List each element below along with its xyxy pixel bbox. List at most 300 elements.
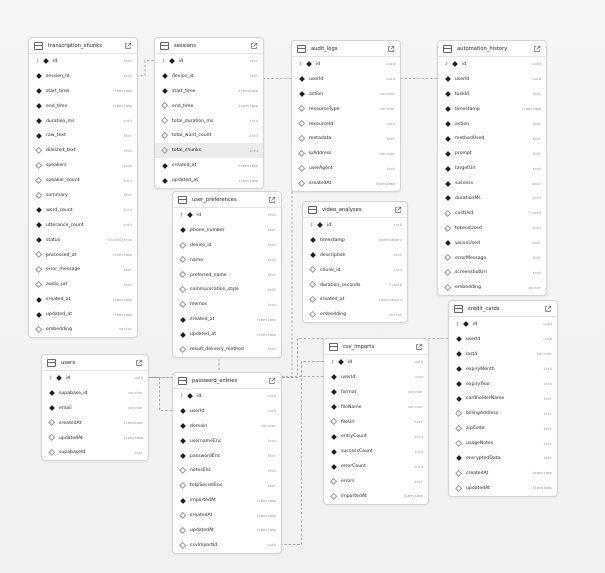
column-row[interactable] bbox=[173, 508, 281, 523]
column-type: timestamp bbox=[112, 253, 132, 258]
column-row[interactable] bbox=[29, 292, 137, 307]
column-name: timestamp bbox=[455, 106, 480, 112]
diamond-icon bbox=[179, 271, 187, 279]
column-name: id bbox=[327, 222, 332, 228]
column-row[interactable] bbox=[324, 459, 428, 474]
required-marker-icon bbox=[443, 152, 452, 156]
column-row[interactable] bbox=[29, 248, 137, 263]
required-marker-icon bbox=[443, 92, 452, 96]
column-name: total_duration_ms bbox=[172, 118, 214, 124]
diamond-icon bbox=[180, 498, 186, 504]
table-card-password-entries[interactable] bbox=[172, 372, 282, 554]
primary-key-icon: ⚷ bbox=[179, 212, 184, 219]
column-row[interactable] bbox=[438, 87, 546, 102]
column-row[interactable] bbox=[449, 436, 557, 451]
column-row[interactable] bbox=[303, 233, 407, 248]
table-card-transcription-chunks[interactable] bbox=[28, 37, 138, 338]
column-row[interactable] bbox=[438, 161, 546, 176]
table-name: users bbox=[61, 359, 76, 366]
table-icon bbox=[329, 343, 338, 351]
column-row[interactable] bbox=[438, 280, 546, 295]
column-row[interactable] bbox=[303, 307, 407, 322]
external-link-icon[interactable] bbox=[124, 42, 132, 50]
column-row[interactable] bbox=[292, 131, 400, 146]
table-card-csv-imports[interactable] bbox=[323, 338, 429, 505]
column-row[interactable] bbox=[155, 99, 263, 114]
column-row[interactable] bbox=[173, 434, 281, 449]
column-row[interactable] bbox=[42, 371, 148, 386]
column-row[interactable] bbox=[292, 57, 400, 72]
column-name: start_time bbox=[172, 88, 196, 94]
column-type: text bbox=[386, 136, 395, 141]
required-marker-icon bbox=[160, 74, 169, 78]
primary-key-icon: ⚷ bbox=[444, 61, 449, 68]
diamond-icon bbox=[309, 281, 317, 289]
column-row[interactable] bbox=[29, 173, 137, 188]
column-type: vector bbox=[119, 327, 132, 332]
column-row[interactable] bbox=[29, 84, 137, 99]
table-header[interactable] bbox=[292, 41, 400, 57]
column-row[interactable] bbox=[438, 236, 546, 251]
diamond-icon bbox=[162, 163, 168, 169]
table-name: automation_history bbox=[457, 45, 508, 52]
column-name: id bbox=[462, 61, 467, 67]
diamond-icon bbox=[444, 254, 452, 262]
nullable-marker-icon bbox=[454, 426, 463, 431]
column-row[interactable] bbox=[155, 54, 263, 69]
column-row[interactable] bbox=[438, 102, 546, 117]
table-name: video_analyses bbox=[322, 206, 362, 213]
diamond-icon bbox=[162, 178, 168, 184]
required-marker-icon bbox=[178, 424, 187, 428]
column-name: successCount bbox=[341, 449, 373, 455]
required-marker-icon bbox=[34, 238, 43, 242]
required-marker-icon bbox=[178, 228, 187, 232]
column-type: timestamp bbox=[532, 471, 552, 476]
column-type: uuid bbox=[414, 360, 423, 365]
column-row[interactable] bbox=[173, 297, 281, 312]
column-name: zipCode bbox=[466, 426, 485, 432]
column-name: format bbox=[341, 389, 357, 395]
external-link-icon[interactable] bbox=[268, 196, 276, 204]
column-row[interactable] bbox=[438, 265, 546, 280]
column-row[interactable] bbox=[292, 102, 400, 117]
column-row[interactable] bbox=[438, 131, 546, 146]
column-name: created_at bbox=[46, 297, 71, 303]
diamond-icon bbox=[445, 151, 451, 157]
primary-key-icon: ⚷ bbox=[179, 393, 184, 400]
column-type: uuid bbox=[386, 122, 395, 126]
column-row[interactable] bbox=[155, 158, 263, 173]
column-row[interactable] bbox=[173, 312, 281, 327]
column-name: encryptedData bbox=[466, 455, 501, 461]
required-marker-icon bbox=[167, 59, 176, 63]
column-row[interactable] bbox=[42, 386, 148, 401]
external-link-icon[interactable] bbox=[533, 45, 541, 53]
column-row[interactable] bbox=[29, 114, 137, 129]
column-row[interactable] bbox=[173, 419, 281, 434]
column-row[interactable] bbox=[438, 206, 546, 221]
column-type: text bbox=[393, 253, 402, 258]
column-name: total_word_count bbox=[172, 133, 212, 139]
required-marker-icon bbox=[160, 164, 169, 168]
column-row[interactable] bbox=[173, 253, 281, 268]
diamond-icon bbox=[187, 394, 193, 400]
column-row[interactable] bbox=[173, 223, 281, 238]
column-name: userId bbox=[341, 374, 356, 380]
diamond-icon bbox=[445, 166, 451, 172]
column-row[interactable] bbox=[29, 307, 137, 322]
column-row[interactable] bbox=[173, 238, 281, 253]
diamond-icon bbox=[36, 88, 42, 94]
column-row[interactable] bbox=[42, 445, 148, 460]
diamond-icon bbox=[36, 133, 42, 139]
column-row[interactable] bbox=[438, 221, 546, 236]
required-marker-icon bbox=[329, 435, 338, 439]
column-row[interactable] bbox=[173, 463, 281, 478]
column-row[interactable] bbox=[292, 161, 400, 176]
column-type: int4 bbox=[123, 223, 132, 228]
column-type: text bbox=[267, 483, 276, 488]
column-row[interactable] bbox=[449, 481, 557, 496]
table-name: password_entries bbox=[192, 377, 238, 384]
diamond-icon bbox=[162, 88, 168, 94]
column-row[interactable] bbox=[449, 391, 557, 406]
column-type: timestamp bbox=[238, 104, 258, 109]
column-type: int4 bbox=[414, 449, 423, 454]
column-row[interactable] bbox=[438, 57, 546, 72]
column-row[interactable] bbox=[29, 233, 137, 248]
column-type: text bbox=[532, 256, 541, 261]
column-type: float8 bbox=[389, 283, 402, 287]
column-row[interactable] bbox=[438, 117, 546, 132]
diamond-icon bbox=[36, 237, 42, 243]
primary-key-icon: ⚷ bbox=[455, 321, 460, 328]
column-row[interactable] bbox=[449, 317, 557, 332]
column-type: text bbox=[267, 213, 276, 218]
table-header[interactable] bbox=[438, 41, 546, 57]
column-type: text bbox=[267, 439, 276, 444]
column-type: timestamp bbox=[521, 107, 541, 112]
column-row[interactable] bbox=[29, 54, 137, 69]
required-marker-icon bbox=[47, 406, 56, 410]
required-marker-icon bbox=[443, 167, 452, 171]
column-row[interactable] bbox=[29, 262, 137, 277]
column-row[interactable] bbox=[449, 362, 557, 377]
table-card-user-preferences[interactable] bbox=[172, 191, 282, 358]
column-row[interactable] bbox=[173, 282, 281, 297]
table-name: credit_cards bbox=[468, 305, 500, 312]
column-type: int4 bbox=[123, 208, 132, 213]
column-row[interactable] bbox=[292, 87, 400, 102]
diamond-icon bbox=[179, 467, 187, 475]
column-type: timestamp bbox=[123, 436, 143, 440]
column-type: text bbox=[267, 287, 276, 292]
external-link-icon[interactable] bbox=[268, 377, 276, 385]
column-name: tokensUsed bbox=[455, 225, 482, 231]
column-type: uuid bbox=[134, 376, 143, 381]
table-header[interactable] bbox=[324, 339, 428, 355]
diamond-icon bbox=[444, 269, 452, 277]
column-row[interactable] bbox=[292, 72, 400, 87]
column-row[interactable] bbox=[155, 69, 263, 84]
column-name: domain bbox=[190, 423, 208, 429]
table-header[interactable] bbox=[42, 355, 148, 371]
column-row[interactable] bbox=[449, 421, 557, 436]
external-link-icon[interactable] bbox=[394, 206, 402, 214]
column-row[interactable] bbox=[42, 401, 148, 416]
column-type: timestamp bbox=[256, 498, 276, 503]
nullable-marker-icon bbox=[160, 118, 169, 123]
column-type: text bbox=[267, 243, 276, 248]
column-type: timestamp bbox=[112, 104, 132, 109]
required-marker-icon bbox=[454, 456, 463, 460]
diamond-icon bbox=[455, 440, 463, 448]
nullable-marker-icon bbox=[47, 435, 56, 440]
required-marker-icon bbox=[34, 89, 43, 93]
column-type: text bbox=[532, 92, 541, 97]
column-name: fileUrl bbox=[341, 419, 355, 425]
required-marker-icon bbox=[34, 313, 43, 317]
nullable-marker-icon bbox=[34, 267, 43, 272]
table-card-audit-logs[interactable] bbox=[291, 40, 401, 192]
column-type: timestamp bbox=[256, 332, 276, 337]
diamond-icon bbox=[456, 456, 462, 462]
external-link-icon[interactable] bbox=[250, 42, 258, 50]
column-type: varchar bbox=[127, 391, 143, 396]
column-name: notesEnc bbox=[190, 468, 212, 474]
column-name: id bbox=[197, 393, 202, 399]
column-type: varchar bbox=[127, 406, 143, 411]
diamond-icon bbox=[162, 73, 168, 79]
column-row[interactable] bbox=[438, 191, 546, 206]
column-row[interactable] bbox=[29, 203, 137, 218]
diamond-icon bbox=[161, 132, 169, 140]
table-name: sessions bbox=[174, 42, 196, 49]
column-row[interactable] bbox=[303, 218, 407, 233]
column-row[interactable] bbox=[438, 72, 546, 87]
column-row[interactable] bbox=[324, 444, 428, 459]
table-card-automation-history[interactable] bbox=[437, 40, 547, 296]
nullable-marker-icon bbox=[297, 151, 306, 156]
column-row[interactable] bbox=[292, 146, 400, 161]
column-type: vector bbox=[528, 285, 541, 290]
required-marker-icon bbox=[443, 107, 452, 111]
column-row[interactable] bbox=[29, 128, 137, 143]
diamond-icon bbox=[179, 512, 187, 520]
column-row[interactable] bbox=[324, 429, 428, 444]
column-row[interactable] bbox=[292, 117, 400, 132]
column-row[interactable] bbox=[173, 404, 281, 419]
diamond-icon bbox=[330, 478, 338, 486]
column-row[interactable] bbox=[173, 208, 281, 223]
diamond-icon bbox=[299, 76, 305, 82]
nullable-marker-icon bbox=[443, 270, 452, 275]
table-header[interactable] bbox=[155, 38, 263, 54]
table-header[interactable] bbox=[303, 202, 407, 218]
required-marker-icon bbox=[160, 89, 169, 93]
required-marker-icon bbox=[329, 465, 338, 469]
primary-key-icon: ⚷ bbox=[35, 58, 40, 65]
column-row[interactable] bbox=[29, 188, 137, 203]
external-link-icon[interactable] bbox=[415, 343, 423, 351]
column-name: usageNotes bbox=[466, 441, 494, 447]
diamond-icon bbox=[456, 381, 462, 387]
column-name: description bbox=[320, 252, 346, 258]
column-row[interactable] bbox=[155, 114, 263, 129]
diamond-icon bbox=[35, 266, 43, 274]
diamond-icon bbox=[36, 118, 42, 124]
column-row[interactable] bbox=[438, 146, 546, 161]
column-row[interactable] bbox=[29, 143, 137, 158]
column-row[interactable] bbox=[29, 322, 137, 337]
diamond-icon bbox=[48, 434, 56, 442]
column-row[interactable] bbox=[173, 327, 281, 342]
table-header[interactable] bbox=[173, 192, 281, 208]
column-name: methodUsed bbox=[455, 136, 485, 142]
external-link-icon[interactable] bbox=[544, 305, 552, 313]
column-row[interactable] bbox=[449, 332, 557, 347]
column-row[interactable] bbox=[324, 400, 428, 415]
column-name: summary bbox=[46, 192, 68, 198]
column-name: device_id bbox=[172, 73, 194, 79]
column-name: resourceType bbox=[309, 106, 340, 112]
nullable-marker-icon bbox=[178, 302, 187, 307]
diamond-icon bbox=[35, 251, 43, 259]
column-type: int4 bbox=[249, 119, 258, 123]
column-type: timestamp bbox=[403, 494, 423, 499]
column-row[interactable] bbox=[324, 489, 428, 504]
column-row[interactable] bbox=[155, 143, 263, 158]
column-name: errorCount bbox=[341, 464, 366, 470]
table-card-sessions[interactable] bbox=[154, 37, 264, 189]
column-row[interactable] bbox=[155, 128, 263, 143]
column-row[interactable] bbox=[173, 478, 281, 493]
column-row[interactable] bbox=[173, 268, 281, 283]
column-name: utterance_count bbox=[46, 222, 84, 228]
column-type: ChunkStatus bbox=[108, 238, 132, 243]
column-type: varchar bbox=[379, 151, 395, 156]
table-card-credit-cards[interactable] bbox=[448, 300, 558, 497]
column-row[interactable] bbox=[29, 277, 137, 292]
column-name: createdAt bbox=[309, 181, 332, 187]
external-link-icon[interactable] bbox=[387, 45, 395, 53]
column-name: embedding bbox=[320, 312, 346, 318]
column-name: metadata bbox=[309, 136, 332, 142]
column-row[interactable] bbox=[324, 370, 428, 385]
column-row[interactable] bbox=[449, 451, 557, 466]
column-row[interactable] bbox=[173, 538, 281, 553]
column-type: int4 bbox=[249, 133, 258, 138]
nullable-marker-icon bbox=[178, 287, 187, 292]
column-row[interactable] bbox=[173, 493, 281, 508]
table-header[interactable] bbox=[29, 38, 137, 54]
column-row[interactable] bbox=[303, 248, 407, 263]
column-name: expiryMonth bbox=[466, 366, 495, 372]
column-row[interactable] bbox=[42, 431, 148, 446]
column-row[interactable] bbox=[29, 218, 137, 233]
nullable-marker-icon bbox=[34, 252, 43, 257]
column-row[interactable] bbox=[449, 377, 557, 392]
table-icon bbox=[297, 45, 306, 53]
required-marker-icon bbox=[329, 450, 338, 454]
column-name: success bbox=[455, 181, 473, 187]
column-row[interactable] bbox=[438, 251, 546, 266]
column-row[interactable] bbox=[29, 69, 137, 84]
column-row[interactable] bbox=[303, 292, 407, 307]
column-row[interactable] bbox=[155, 84, 263, 99]
column-row[interactable] bbox=[438, 176, 546, 191]
column-row[interactable] bbox=[173, 523, 281, 538]
column-type: text bbox=[267, 273, 276, 277]
column-type: text bbox=[123, 148, 132, 153]
external-link-icon[interactable] bbox=[135, 359, 143, 367]
required-marker-icon bbox=[34, 208, 43, 212]
column-row[interactable] bbox=[449, 347, 557, 362]
column-row[interactable] bbox=[173, 389, 281, 404]
column-row[interactable] bbox=[29, 158, 137, 173]
column-row[interactable] bbox=[173, 342, 281, 357]
required-marker-icon bbox=[336, 360, 345, 364]
column-row[interactable] bbox=[173, 449, 281, 464]
column-row[interactable] bbox=[324, 474, 428, 489]
column-name: ipAddress bbox=[309, 151, 332, 157]
column-row[interactable] bbox=[29, 99, 137, 114]
table-card-video-analyses[interactable] bbox=[302, 201, 408, 323]
required-marker-icon bbox=[297, 92, 306, 96]
diamond-icon bbox=[455, 410, 463, 418]
required-marker-icon bbox=[443, 196, 452, 200]
diamond-icon bbox=[180, 423, 186, 429]
column-row[interactable] bbox=[42, 416, 148, 431]
required-marker-icon bbox=[41, 59, 50, 63]
table-icon bbox=[454, 305, 463, 313]
table-header[interactable] bbox=[173, 373, 281, 389]
required-marker-icon bbox=[443, 182, 452, 186]
column-row[interactable] bbox=[324, 415, 428, 430]
column-row[interactable] bbox=[449, 466, 557, 481]
column-name: userId bbox=[455, 76, 470, 82]
diamond-icon bbox=[306, 62, 312, 68]
table-icon bbox=[308, 206, 317, 214]
column-row[interactable] bbox=[449, 406, 557, 421]
column-name: email bbox=[59, 405, 72, 411]
column-row[interactable] bbox=[155, 173, 263, 188]
column-type: timestamp bbox=[256, 317, 276, 322]
nullable-marker-icon bbox=[329, 479, 338, 484]
column-type: bool bbox=[532, 241, 541, 246]
column-type: text bbox=[386, 166, 395, 171]
table-card-users[interactable] bbox=[41, 354, 149, 461]
column-name: id bbox=[197, 212, 202, 218]
column-name: preferred_name bbox=[190, 272, 227, 278]
column-type: text bbox=[414, 420, 423, 424]
table-header[interactable] bbox=[449, 301, 557, 317]
required-marker-icon bbox=[461, 322, 470, 326]
column-type: text bbox=[532, 122, 541, 126]
diamond-icon bbox=[445, 181, 451, 187]
column-row[interactable] bbox=[324, 385, 428, 400]
column-row[interactable] bbox=[292, 176, 400, 191]
required-marker-icon bbox=[450, 62, 459, 66]
column-type: int4 bbox=[543, 367, 552, 372]
column-row[interactable] bbox=[303, 278, 407, 293]
column-row[interactable] bbox=[324, 355, 428, 370]
column-row[interactable] bbox=[303, 263, 407, 278]
column-name: errorMessage bbox=[455, 255, 487, 261]
column-type: text bbox=[267, 454, 276, 458]
required-marker-icon bbox=[443, 241, 452, 245]
